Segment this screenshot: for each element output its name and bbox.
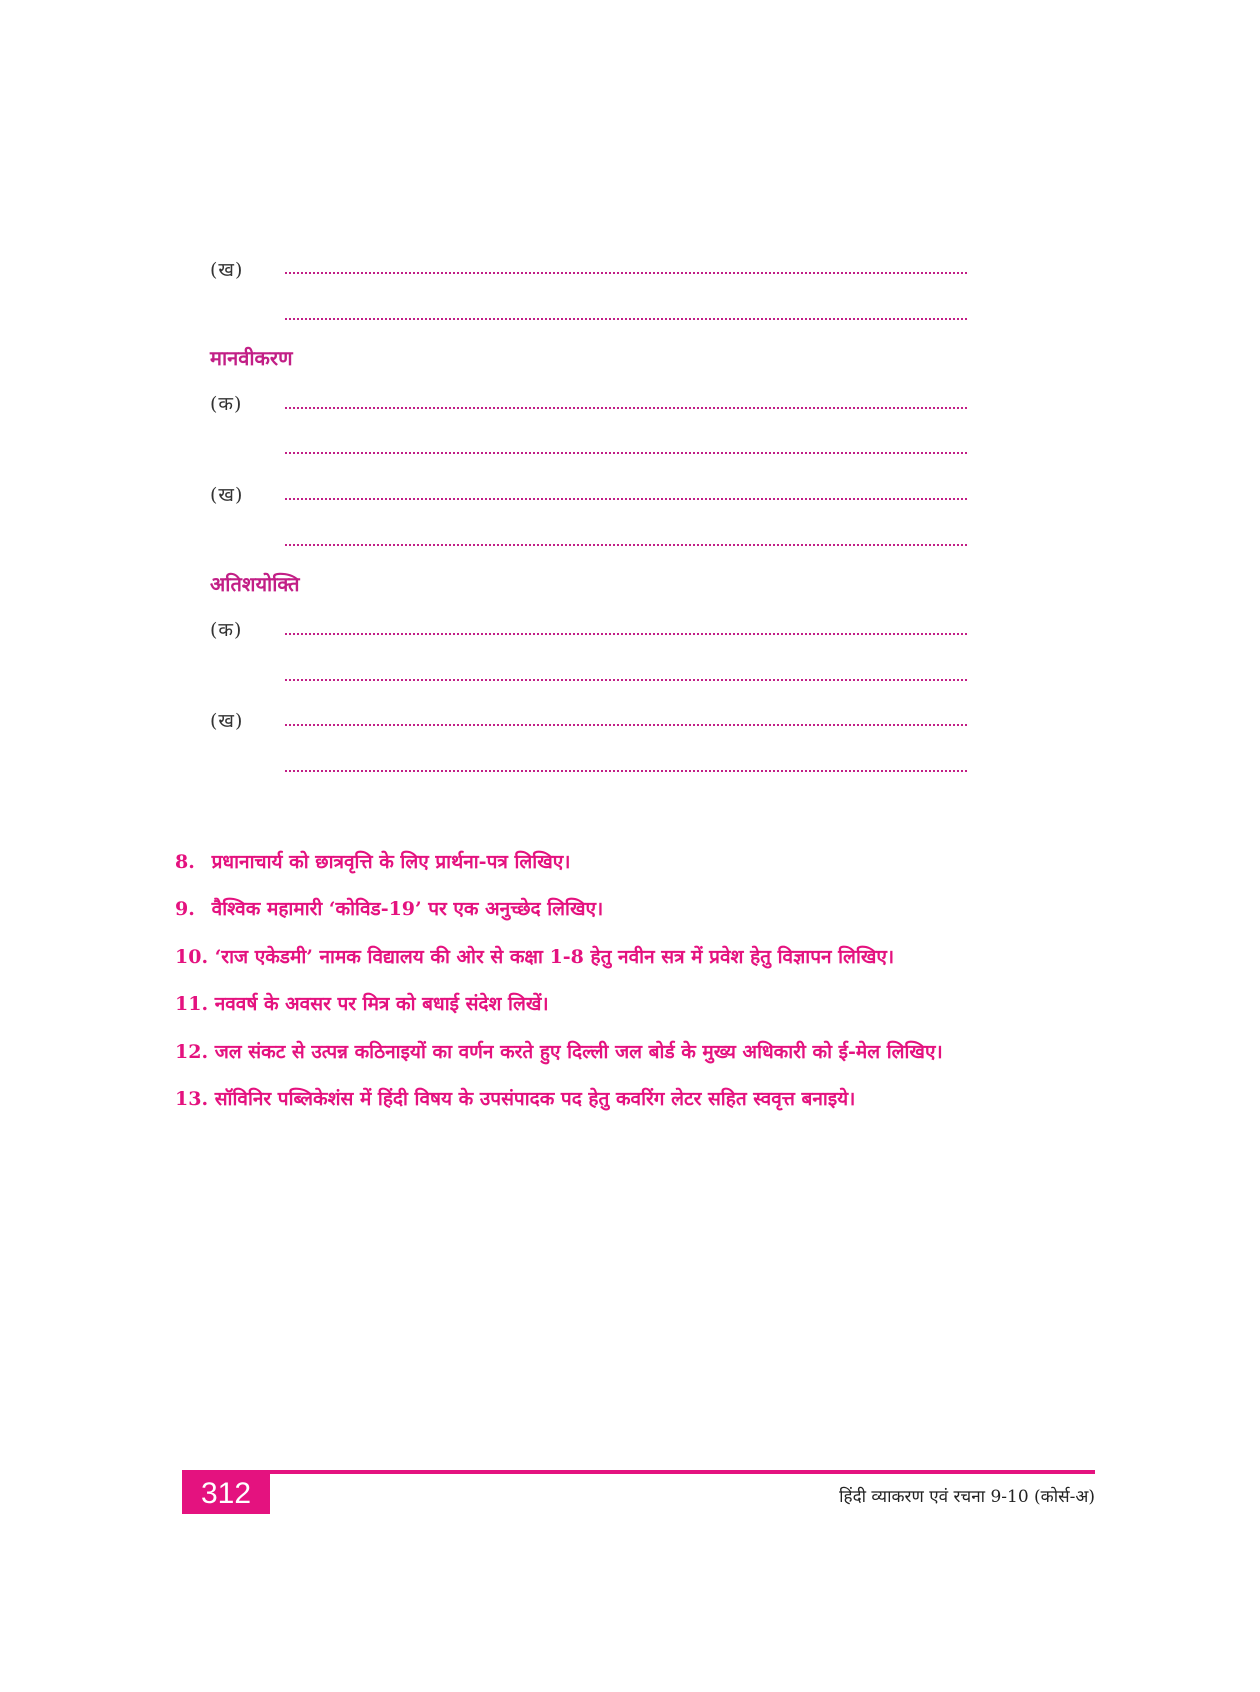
- entry-label: (ख): [210, 259, 244, 281]
- entry-label: (ख): [210, 484, 244, 506]
- answer-line[interactable]: [285, 770, 967, 772]
- question-item: [175, 848, 570, 874]
- section-heading: मानवीकरण: [210, 346, 293, 370]
- page-number: 312: [182, 1474, 270, 1514]
- footer-divider: [182, 1470, 1095, 1474]
- question-item: [175, 990, 549, 1016]
- answer-line[interactable]: [285, 407, 967, 409]
- question-text: जल संकट से उत्पन्न कठिनाइयों का वर्णन करते हुए दिल्ली जल बोर्ड के मुख्य अधिकारी को ई-मेल लिखिए।: [214, 1041, 943, 1063]
- question-number: 12.: [175, 1041, 209, 1063]
- answer-line[interactable]: [285, 679, 967, 681]
- entry-label: (ख): [210, 710, 244, 732]
- question-number: 11.: [175, 993, 209, 1015]
- book-title: हिंदी व्याकरण एवं रचना 9-10 (कोर्स-अ): [839, 1487, 1095, 1507]
- question-item: [175, 1085, 855, 1111]
- answer-line[interactable]: [285, 544, 967, 546]
- question-text: नववर्ष के अवसर पर मित्र को बधाई संदेश लिखें।: [214, 993, 549, 1015]
- question-item: [175, 895, 603, 921]
- answer-line[interactable]: [285, 452, 967, 454]
- answer-line[interactable]: [285, 498, 967, 500]
- answer-line[interactable]: [285, 633, 967, 635]
- question-number: 8.: [175, 851, 195, 873]
- entry-label: (क): [210, 393, 243, 415]
- question-item: [175, 1038, 943, 1064]
- entry-label: (क): [210, 619, 243, 641]
- answer-line[interactable]: [285, 272, 967, 274]
- question-number: 10.: [175, 946, 209, 968]
- answer-line[interactable]: [285, 724, 967, 726]
- question-text: ‘राज एकेडमी’ नामक विद्यालय की ओर से कक्षा 1-8 हेतु नवीन सत्र में प्रवेश हेतु विज्ञापन लिखिए।: [214, 946, 895, 968]
- question-text: वैश्विक महामारी ‘कोविड-19’ पर एक अनुच्छेद लिखिए।: [211, 898, 604, 920]
- question-text: सॉविनिर पब्लिकेशंस में हिंदी विषय के उपसंपादक पद हेतु कवरिंग लेटर सहित स्ववृत्त बनाइये।: [214, 1088, 856, 1110]
- question-text: प्रधानाचार्य को छात्रवृत्ति के लिए प्रार्थना-पत्र लिखिए।: [211, 851, 571, 873]
- question-number: 9.: [175, 898, 195, 920]
- section-heading: अतिशयोक्ति: [210, 572, 300, 596]
- answer-line[interactable]: [285, 318, 967, 320]
- question-item: [175, 943, 894, 969]
- question-number: 13.: [175, 1088, 209, 1110]
